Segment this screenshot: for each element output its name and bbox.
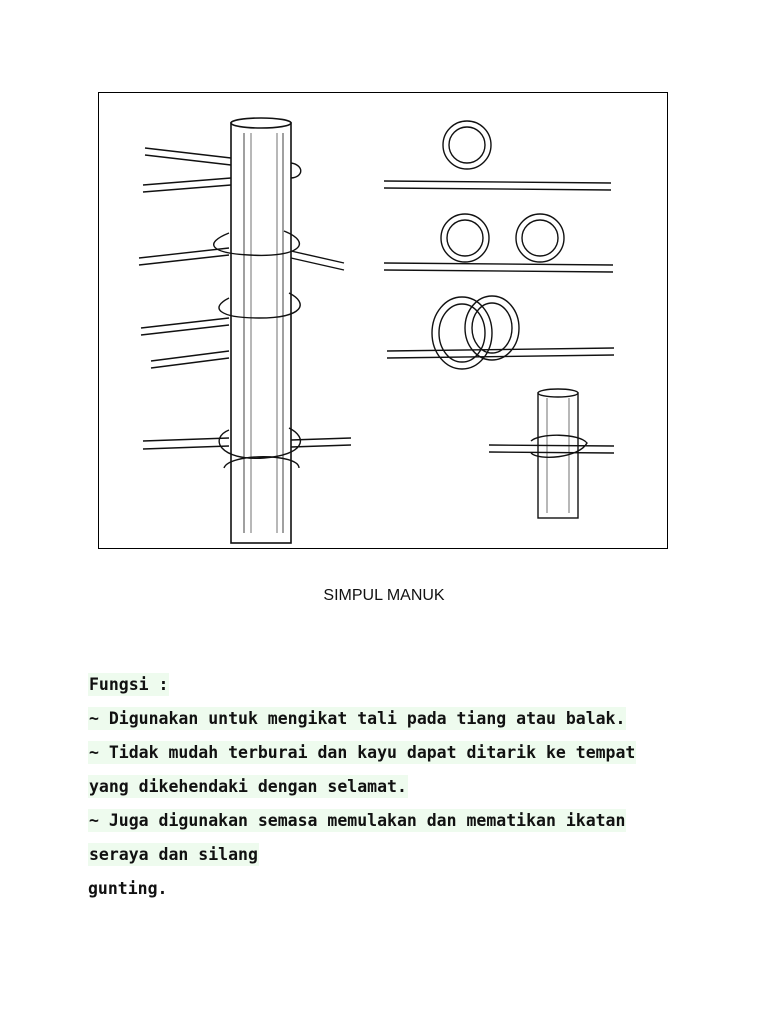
- text-line: ~ Digunakan untuk mengikat tali pada tiang atau balak.: [89, 709, 626, 728]
- function-description: [88, 668, 688, 906]
- text-line: yang dikehendaki dengan selamat.: [89, 777, 407, 796]
- text-line: ~ Tidak mudah terburai dan kayu dapat ditarik ke tempat: [89, 743, 636, 762]
- pole-left: [231, 118, 291, 543]
- text-line: ~ Juga digunakan semasa memulakan dan mematikan ikatan: [89, 811, 626, 830]
- section-heading: Fungsi :: [89, 675, 169, 694]
- text-line: gunting.: [88, 879, 168, 898]
- figure-caption: SIMPUL MANUK: [323, 587, 445, 604]
- text-line: seraya dan silang: [89, 845, 258, 864]
- knot-diagram-icon: [99, 93, 669, 550]
- knot-illustration-frame: [98, 92, 668, 549]
